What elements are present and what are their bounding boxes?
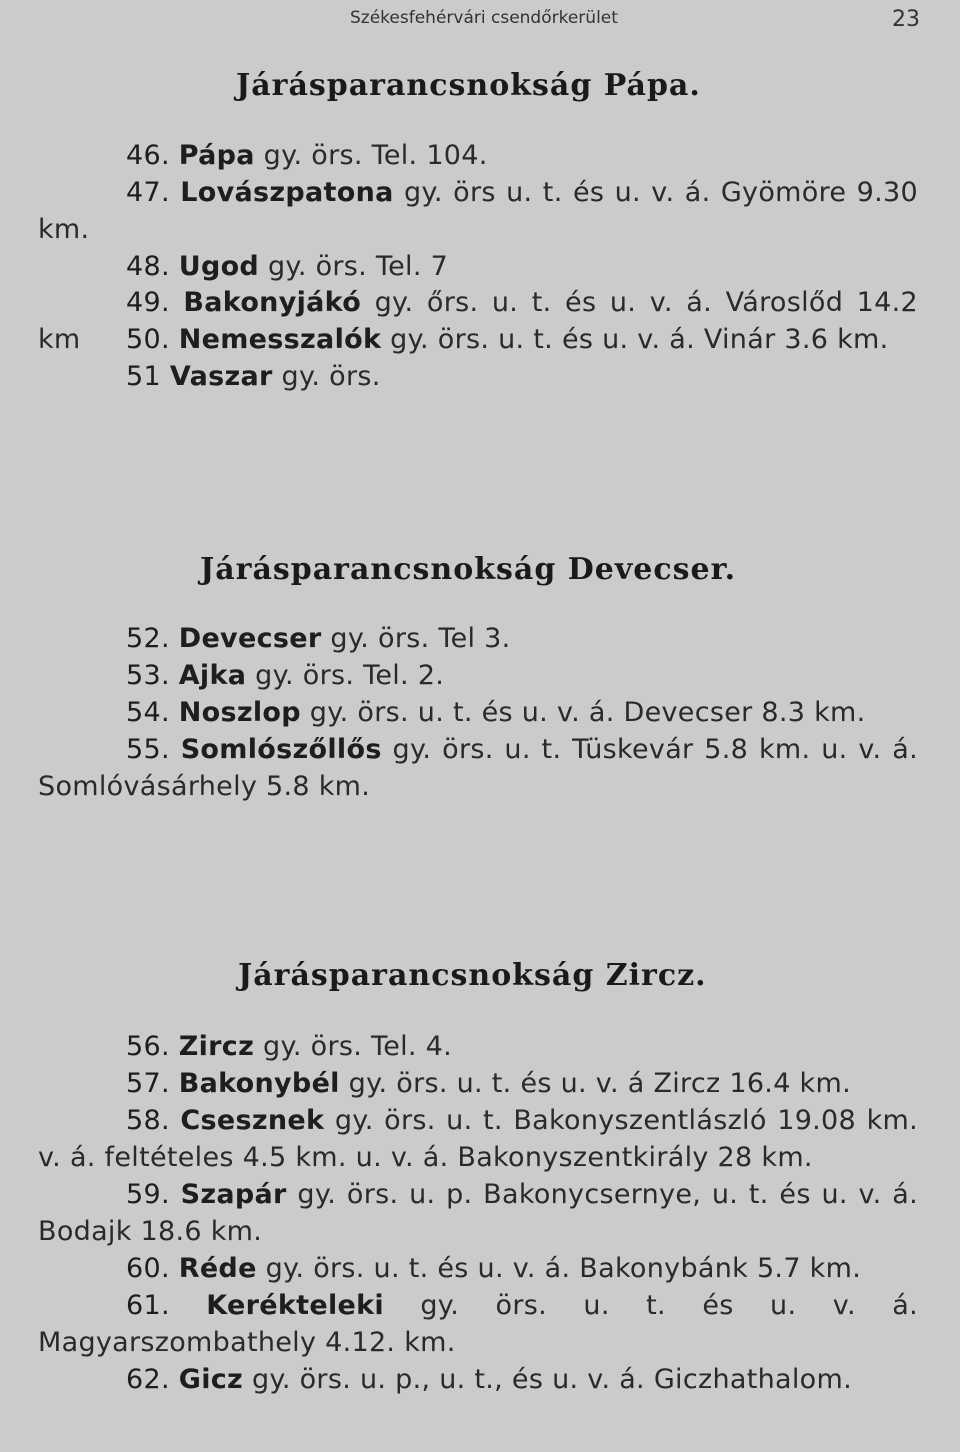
entry-51: 51 Vaszar gy. örs. [126,361,381,392]
entry-56: 56. Zircz gy. örs. Tel. 4. [126,1031,453,1062]
entry-53: 53. Ajka gy. örs. Tel. 2. [126,660,445,691]
entry-52: 52. Devecser gy. örs. Tel 3. [126,623,511,654]
entry-58: 58. Csesznek gy. örs. u. t. Bakonyszentlászló 19.08 km. v. á. feltételes 4.5 km. u. v. á. Bakonyszentkirály 28 km. [38,1105,918,1173]
entry-59: 59. Szapár gy. örs. u. p. Bakonycsernye, u. t. és u. v. á. Bodajk 18.6 km. [38,1179,919,1247]
entry-57: 57. Bakonybél gy. örs. u. t. és u. v. á Zircz 16.4 km. [126,1068,851,1099]
section-heading-devecser: Járásparancsnokság Devecser. [200,552,737,587]
entry-61: 61. Kerékteleki gy. örs. u. t. és u. v. á. Magyarszombathely 4.12. km. [38,1290,919,1358]
entry-55: 55. Somlószőllős gy. örs. u. t. Tüskevár 5.8 km. u. v. á. Somlóvásárhely 5.8 km. [38,734,918,802]
entry-49: 49. Bakonyjákó gy. őrs. u. t. és u. v. á. Városlőd 14.2 km [38,287,918,355]
page-number: 23 [892,7,920,32]
entry-60: 60. Réde gy. örs. u. t. és u. v. á. Bakonybánk 5.7 km. [126,1253,862,1284]
entry-48: 48. Ugod gy. örs. Tel. 7 [126,251,449,282]
running-head [0,8,960,32]
section-heading-zircz: Járásparancsnokság Zircz. [238,958,707,993]
entry-62: 62. Gicz gy. örs. u. p., u. t., és u. v. á. Giczhathalom. [126,1364,852,1395]
entry-47: 47. Lovászpatona gy. örs u. t. és u. v. á. Gyömöre 9.30 km. [38,177,918,245]
section-heading-papa: Járásparancsnokság Pápa. [236,68,701,103]
entry-54: 54. Noszlop gy. örs. u. t. és u. v. á. Devecser 8.3 km. [126,697,866,728]
entry-46: 46. Pápa gy. örs. Tel. 104. [126,140,488,171]
entry-50: 50. Nemesszalók gy. örs. u. t. és u. v. á. Vinár 3.6 km. [126,324,889,355]
running-title: Székesfehérvári csendőrkerület [350,8,618,28]
